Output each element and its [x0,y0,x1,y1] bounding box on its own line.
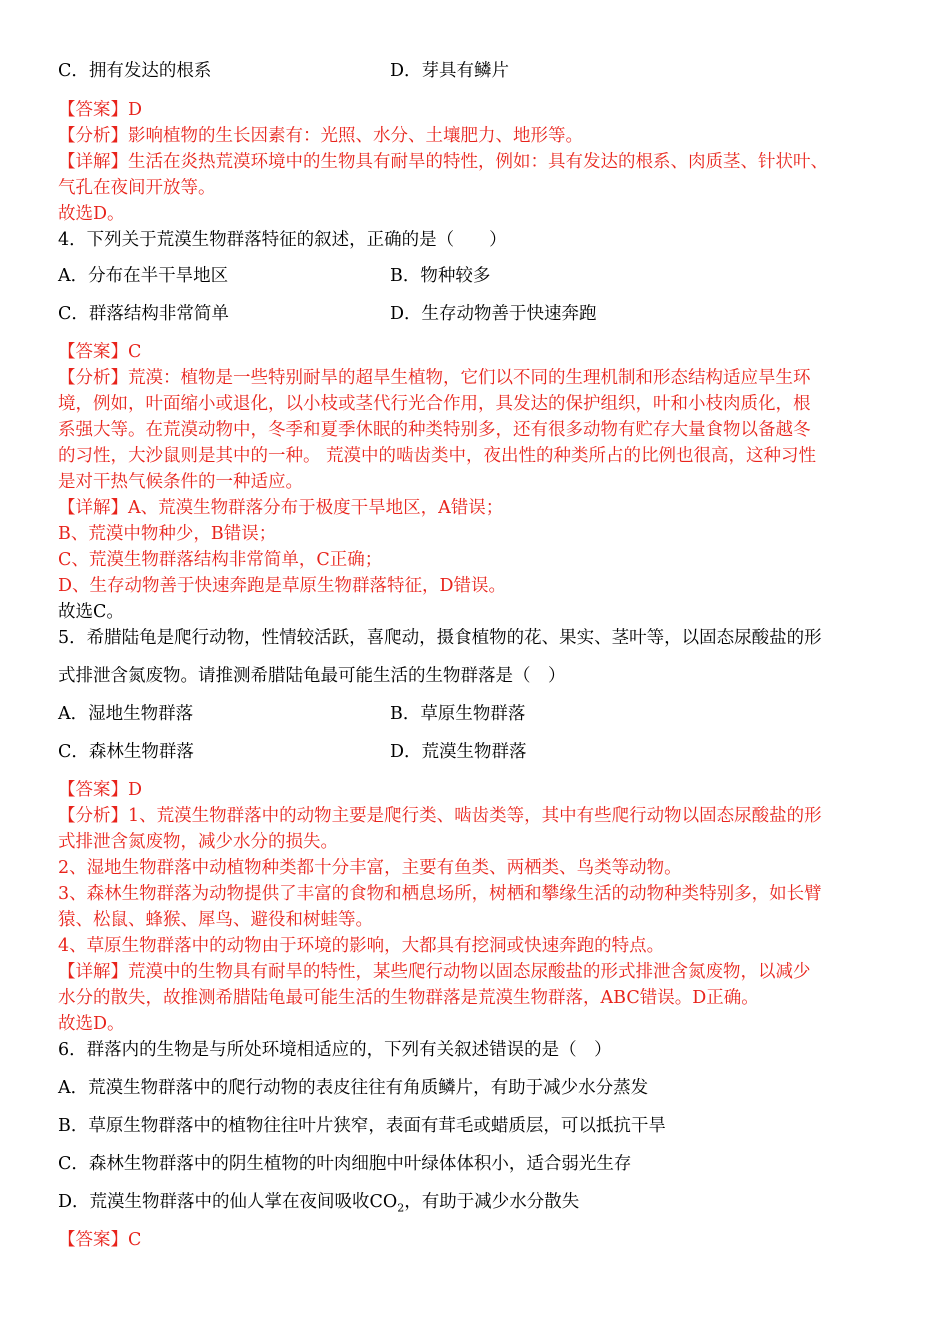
q5-option-d: D．荒漠生物群落 [390,742,527,762]
q5-analysis-line-3: 2、湿地生物群落中动植物种类都十分丰富，主要有鱼类、两栖类、鸟类等动物。 [58,858,682,878]
q5-analysis-line-6: 4、草原生物群落中的动物由于环境的影响，大都具有挖洞或快速奔跑的特点。 [58,936,665,956]
q5-stem-line-1: 5．希腊陆龟是爬行动物，性情较活跃，喜爬动，摄食植物的花、果实、茎叶等，以固态尿酸盐的形 [58,628,822,648]
q5-analysis-line-2: 式排泄含氮废物，减少水分的损失。 [58,832,338,852]
q6-option-d-text-end: ，有助于减少水分散失 [404,1192,580,1212]
q3-detail-line-1: 【详解】生活在炎热荒漠环境中的生物具有耐旱的特性，例如：具有发达的根系、肉质茎、针状叶、 [58,152,828,172]
q4-option-d: D．生存动物善于快速奔跑 [390,304,597,324]
q5-analysis-line-1: 【分析】1、荒漠生物群落中的动物主要是爬行类、啮齿类等，其中有些爬行动物以固态尿酸盐的形 [58,806,822,826]
q6-option-d-text: D．荒漠生物群落中的仙人掌在夜间吸收CO [58,1192,398,1212]
q6-stem: 6．群落内的生物是与所处环境相适应的，下列有关叙述错误的是（ ） [58,1040,612,1060]
q4-detail-line-2: B、荒漠中物种少，B错误； [58,524,277,544]
q3-detail-line-2: 气孔在夜间开放等。 [58,178,216,198]
q5-option-a: A．湿地生物群落 [58,704,194,724]
q5-option-c: C．森林生物群落 [58,742,194,762]
q6-option-b: B．草原生物群落中的植物往往叶片狭窄，表面有茸毛或蜡质层，可以抵抗干旱 [58,1116,666,1136]
q4-detail-line-4: D、生存动物善于快速奔跑是草原生物群落特征，D错误。 [58,576,507,596]
q4-analysis-line-3: 系强大等。在荒漠动物中，冬季和夏季休眠的种类特别多，还有很多动物有贮存大量食物以备越冬 [58,420,811,440]
q4-analysis-line-2: 境，例如，叶面缩小或退化，以小枝或茎代行光合作用，具发达的保护组织，叶和小枝肉质化，根 [58,394,811,414]
q5-option-b: B．草原生物群落 [390,704,526,724]
q4-detail-line-3: C、荒漠生物群落结构非常简单，C正确； [58,550,383,570]
q4-option-b: B．物种较多 [390,266,491,286]
q3-choose: 故选D。 [58,204,125,224]
q4-choose: 故选C。 [58,602,124,622]
q3-option-d: D．芽具有鳞片 [390,61,510,81]
q6-option-a: A．荒漠生物群落中的爬行动物的表皮往往有角质鳞片，有助于减少水分蒸发 [58,1078,649,1098]
q3-analysis: 【分析】影响植物的生长因素有：光照、水分、土壤肥力、地形等。 [58,126,583,146]
q5-choose: 故选D。 [58,1014,125,1034]
q4-analysis-line-4: 的习性，大沙鼠则是其中的一种。 荒漠中的啮齿类中，夜出性的种类所占的比例也很高，这种习性 [58,446,817,466]
q3-answer: 【答案】D [58,100,143,120]
q5-analysis-line-5: 猿、松鼠、蜂猴、犀鸟、避役和树蛙等。 [58,910,373,930]
q5-answer: 【答案】D [58,780,143,800]
q5-detail-line-2: 水分的散失，故推测希腊陆龟最可能生活的生物群落是荒漠生物群落，ABC错误。D正确。 [58,988,759,1008]
q5-stem-line-2: 式排泄含氮废物。请推测希腊陆龟最可能生活的生物群落是（ ） [58,666,566,686]
q4-analysis-line-5: 是对干热气候条件的一种适应。 [58,472,303,492]
q4-option-a: A．分布在半干旱地区 [58,266,229,286]
q4-detail-line-1: 【详解】A、荒漠生物群落分布于极度干旱地区，A错误； [58,498,504,518]
q6-option-d [58,1189,579,1222]
q3-option-c: C．拥有发达的根系 [58,61,212,81]
q4-option-c: C．群落结构非常简单 [58,304,229,324]
q5-analysis-line-4: 3、森林生物群落为动物提供了丰富的食物和栖息场所，树栖和攀缘生活的动物种类特别多，如长臂 [58,884,822,904]
q6-option-d-subscript: 2 [397,1201,405,1215]
q4-answer: 【答案】C [58,342,142,362]
q5-detail-line-1: 【详解】荒漠中的生物具有耐旱的特性，某些爬行动物以固态尿酸盐的形式排泄含氮废物，以减少 [58,962,811,982]
q4-analysis-line-1: 【分析】荒漠：植物是一些特别耐旱的超旱生植物，它们以不同的生理机制和形态结构适应旱生环 [58,368,811,388]
q6-answer: 【答案】C [58,1230,142,1250]
q6-option-c: C．森林生物群落中的阴生植物的叶肉细胞中叶绿体体积小，适合弱光生存 [58,1154,632,1174]
q4-stem: 4．下列关于荒漠生物群落特征的叙述，正确的是（ ） [58,230,507,250]
